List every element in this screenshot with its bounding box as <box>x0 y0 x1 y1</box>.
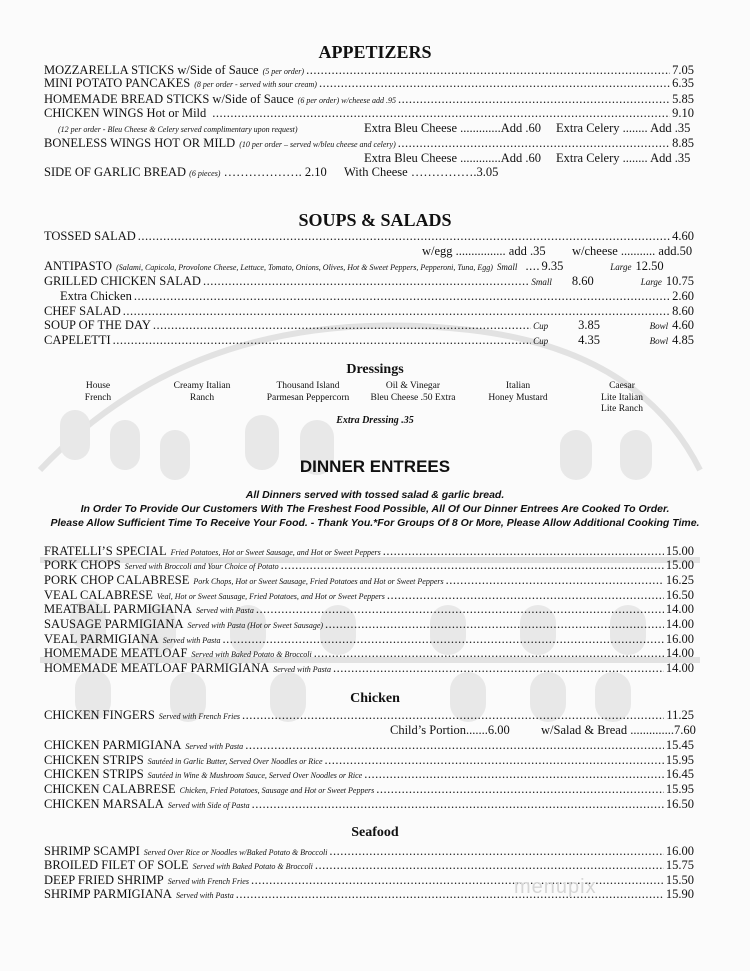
menupix-watermark: menupix <box>514 876 597 898</box>
garlic-bread-cheese: With Cheese …………….3.05 <box>344 165 499 179</box>
dressing-column: Creamy Italian Ranch <box>173 381 231 403</box>
dressing-column: House French <box>84 381 112 403</box>
tossed-egg-addon: w/egg ................ add .35 <box>422 244 546 258</box>
menu-item: CHICKEN STRIPS Sautéed in Wine & Mushroom Sauce, Served Over Noodles or Rice ..... 16.45 <box>44 766 694 782</box>
menu-item: CHICKEN PARMIGIANA Served with Pasta ..... 15.45 <box>44 737 694 753</box>
menu-item: VEAL PARMIGIANA Served with Pasta ..... 16.00 <box>44 631 694 647</box>
dressing-column: Caesar Lite Italian Lite Ranch <box>601 381 643 414</box>
extra-celery: Extra Celery ........ Add .35 <box>556 151 691 165</box>
wings-note: (12 per order - Bleu Cheese & Celery served complimentary upon request) <box>58 125 298 134</box>
menu-item: SOUP OF THE DAY ..... Cup 3.85 Bowl 4.60 <box>44 317 694 333</box>
menu-item: HOMEMADE MEATLOAF Served with Baked Potato & Broccoli ..... 14.00 <box>44 645 694 661</box>
dressing-column: Thousand Island Parmesan Peppercorn <box>266 381 350 403</box>
dinner-heading: DINNER ENTREES <box>299 457 451 476</box>
menu-item: Extra Chicken ..... 2.60 <box>60 288 694 304</box>
menu-item: CHICKEN CALABRESE Chicken, Fried Potatoes, Sausage and Hot or Sweet Peppers ..... 15.95 <box>44 781 694 797</box>
garlic-bread-item: SIDE OF GARLIC BREAD (6 pieces) ………………. 2.10 <box>44 165 327 179</box>
soups-heading: SOUPS & SALADS <box>298 210 452 230</box>
menu-item: SAUSAGE PARMIGIANA Served with Pasta (Hot or Sweet Sausage) ..... 14.00 <box>44 616 694 632</box>
extra-dressing: Extra Dressing .35 <box>336 415 414 426</box>
extra-celery: Extra Celery ........ Add .35 <box>556 121 691 135</box>
menu-item: DEEP FRIED SHRIMP Served with French Fries ..... 15.50 <box>44 872 694 888</box>
seafood-heading: Seafood <box>351 825 399 840</box>
menu-item: FRATELLI’S SPECIAL Fried Potatoes, Hot or Sweet Sausage, and Hot or Sweet Peppers ..... 15.00 <box>44 543 694 559</box>
dressings-heading: Dressings <box>346 362 404 377</box>
menu-item: TOSSED SALAD ..... 4.60 <box>44 228 694 244</box>
chicken-heading: Chicken <box>350 691 400 706</box>
menu-item: CHICKEN WINGS Hot or Mild ..... 9.10 <box>44 105 694 121</box>
menu-item: HOMEMADE MEATLOAF PARMIGIANA Served with Pasta ..... 14.00 <box>44 660 694 676</box>
salad-and-bread-option: w/Salad & Bread ..............7.60 <box>541 723 696 737</box>
menu-item: SHRIMP PARMIGIANA Served with Pasta ..... 15.90 <box>44 886 694 902</box>
tossed-cheese-addon: w/cheese ........... add.50 <box>572 244 693 258</box>
dinner-notice: Please Allow Sufficient Time To Receive Your Food. - Thank You.*For Groups Of 8 Or More, Please Allow Additional Cooking Time. <box>50 517 700 529</box>
menu-item: BONELESS WINGS HOT OR MILD (10 per order – served w/bleu cheese and celery) ..... 8.85 <box>44 135 694 151</box>
dressing-column: Italian Honey Mustard <box>488 381 548 403</box>
menu-item: PORK CHOP CALABRESE Pork Chops, Hot or Sweet Sausage, Fried Potatoes and Hot or Sweet Peppers ..... 16.25 <box>44 572 694 588</box>
menu-item: ANTIPASTO (Salami, Capicola, Provolone Cheese, Lettuce, Tomato, Onions, Olives, Hot & Sweet Peppers, Pepperoni, Tuna, Egg) Small ..... 9.35 Large 12.50 <box>44 258 694 274</box>
dinner-notice: In Order To Provide Our Customers With The Freshest Food Possible, All Of Our Dinner Entrees Are Cooked To Order. <box>80 503 670 515</box>
menu-item: CHEF SALAD ..... 8.60 <box>44 303 694 319</box>
menu-item: MINI POTATO PANCAKES (8 per order - served with sour cream) ..... 6.35 <box>44 75 694 91</box>
menu-item: PORK CHOPS Served with Broccoli and Your Choice of Potato ..... 15.00 <box>44 557 694 573</box>
menu-item: CHICKEN FINGERS Served with French Fries ..... 11.25 <box>44 707 694 723</box>
menu-item: BROILED FILET OF SOLE Served with Baked Potato & Broccoli ..... 15.75 <box>44 857 694 873</box>
menu-item: GRILLED CHICKEN SALAD ..... Small 8.60 Large 10.75 <box>44 273 694 289</box>
menu-item: MOZZARELLA STICKS w/Side of Sauce (5 per order) ..... 7.05 <box>44 62 694 78</box>
appetizers-heading: APPETIZERS <box>318 42 432 62</box>
menu-item: VEAL CALABRESE Veal, Hot or Sweet Sausage, Fried Potatoes, and Hot or Sweet Peppers ..... 16.50 <box>44 587 694 603</box>
dressing-column: Oil & Vinegar Bleu Cheese .50 Extra <box>370 381 456 403</box>
extra-bleu-cheese: Extra Bleu Cheese .............Add .60 <box>364 151 542 165</box>
extra-bleu-cheese: Extra Bleu Cheese .............Add .60 <box>364 121 542 135</box>
childs-portion: Child’s Portion.......6.00 <box>390 723 510 737</box>
menu-item: CHICKEN STRIPS Sautéed in Garlic Butter, Served Over Noodles or Rice ..... 15.95 <box>44 752 694 768</box>
menu-item: HOMEMADE BREAD STICKS w/Side of Sauce (6 per order) w/cheese add .95 ..... 5.85 <box>44 91 694 107</box>
menu-item: SHRIMP SCAMPI Served Over Rice or Noodles w/Baked Potato & Broccoli ..... 16.00 <box>44 843 694 859</box>
dinner-notice: All Dinners served with tossed salad & garlic bread. <box>245 489 505 501</box>
menu-item: MEATBALL PARMIGIANA Served with Pasta ..... 14.00 <box>44 601 694 617</box>
menu-item: CAPELETTI ..... Cup 4.35 Bowl 4.85 <box>44 332 694 348</box>
menu-item: CHICKEN MARSALA Served with Side of Pasta ..... 16.50 <box>44 796 694 812</box>
